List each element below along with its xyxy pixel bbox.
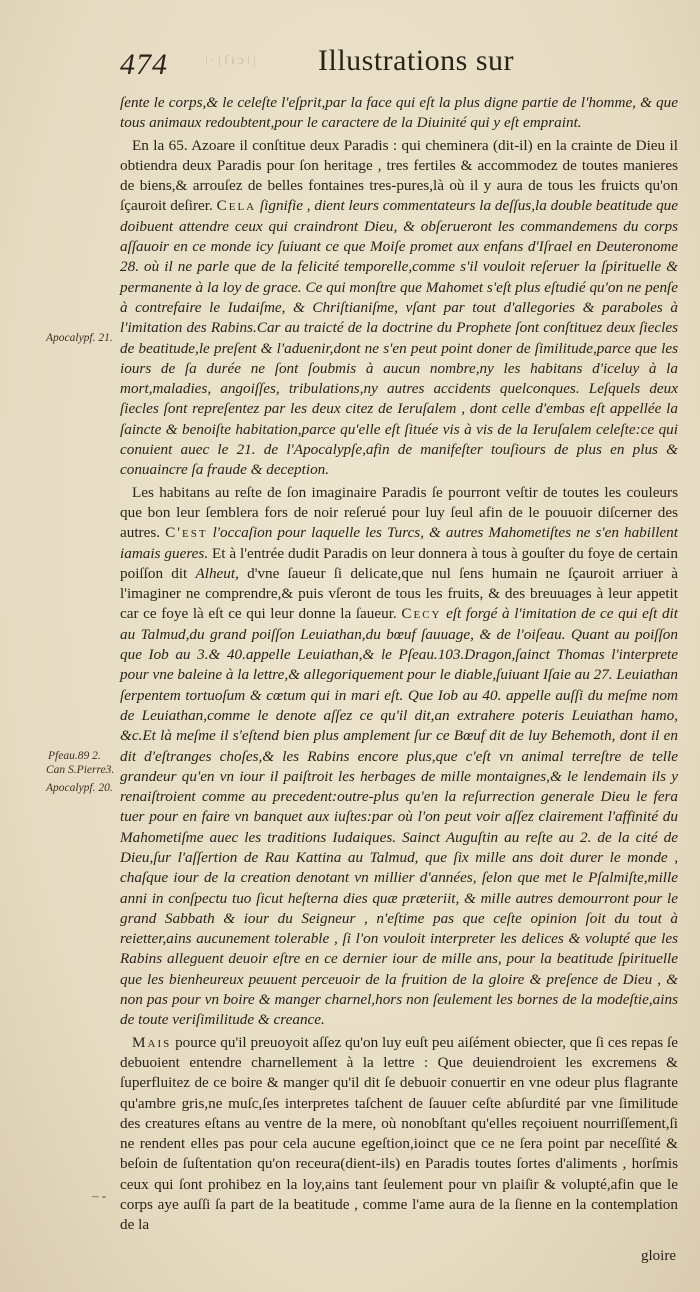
paragraph-mais bbox=[120, 1033, 678, 1236]
running-title: Illustrations sur bbox=[318, 44, 514, 77]
margin-mark: – - bbox=[92, 1188, 107, 1203]
main-text bbox=[120, 93, 678, 1236]
paragraph-text-italic: l'occaſion pour laquelle les Turcs, & autres Mahometiſtes ne s'en habillent iamais gueres. bbox=[120, 524, 678, 562]
paragraph-text: pource qu'il preuoyoit aſſez qu'on luy euſt peu aiſément obiecter, que ſi ces repas ſe debuoient entendre charnellement à la lettre : Que deuiendroient les excremens & ſuperfluitez de ce boire & manger qu'il dit ſe debuoir conuertir en vne odeur plus flagrante qu'ambre gris,ne muſc,ſes interpretes taſchent de ſauuer ceſte abſurdité par vne ſimilitude des creatures eſtans au ventre de la mere, où nonobſtant qu'elles reçoiuent nourriſſement,ſi ne rendent elles pas pour cela aucune egeſtion,ioinct que ce ne ſera point par neceſſité & beſoin de ſuſtentation qu'on receura(dient-ils) en Paradis toutes ſortes d'aliments , horſmis ceux qui ſont prohibez en la loy,ains tant ſeulement pour vn plaiſir & volupté,afin que le corps aye auſſi ſa part de la beatitude , comme l'ame aura de la ſienne en la contemplation de la bbox=[120, 1033, 678, 1234]
paragraph-text: Et à l'entrée dudit Paradis on leur donnera à tous à gouſter du foye de certain poiſſon dit bbox=[120, 544, 678, 582]
paragraph-continued: ſente le corps,& le celeſte l'eſprit,par la face qui eſt la plus digne partie de l'homme, & que tous animaux redoubtent,pour le caractere de la Diuinité qui y eſt empraint. bbox=[120, 94, 678, 132]
bleed-through-marks: ǀ · | ſ ɨ ɔ ǀ | bbox=[205, 52, 256, 67]
paragraph-text-italic: ſignifie , dient leurs commentateurs la deſſus,la double beatitude que doibuent attendre ceux qui craindront Dieu, & obſerueront les commandemens du corps aſſauoir en ce monde icy ſuiuant ce que Moiſe promet aux enfans d'Iſrael en Deuteronome 28. où il ne parle que de la felicité temporelle,comme s'il vouloit reſeruer la ſpirituelle & permanente à la loy de grace. Ce qui monſtre que Mahomet s'eſt plus eſtudié qu'on ne penſe à contrefaire le Iudaiſme, & Chriſtianiſme, vſant par tout d'allegories & paraboles à l'imitation des Rabins.Car au traicté de la doctrine du Prophete ſont conſtituez deux ſiecles de beatitude,le preſent & l'aduenir,dont ne s'en peut point doner de ſimilitude,parce que les iours de ſa durée ne ſont ſoubmis à aucun nombre,ny les habitans d'iceluy à la mort,maladies, angoiſſes, tribulations,ny autres accidents quelconques. Leſquels deux ſiecles ſont repreſentez par les deux citez de Ieruſalem , dont celle d'embas eſt appellée la ſaincte & benoiſte habitation,parce qu'elle eſt ſituée vis à vis de la Ieruſalem celeſte:ce qui conuient auec le 21. de l'Apocalypſe,afin de manifeſter touſiours de plus en plus & conuaincre ſa fraude & deception. bbox=[120, 197, 678, 479]
paragraph-text-italic: eſt forgé à l'imitation de ce qui eſt dit au Talmud,du grand poiſſon Leuiathan,du bœuf ſauuage, & de l'oiſeau. Quant au poiſſon que Iob au 3.& 40.appelle Leuiathan,& le Pſeau.103.Dragon,ſainct Thomas l'interprete pour vne baleine à la lettre,& allegoriquement pour le diable,ſuiuant Iſaie au 27. Leuiathan ſerpentem tortuoſum & cœtum qui in mari eſt. Que Iob au 40. appelle auſſi du meſme nom de Leuiathan,comme le denote aſſez ce qu'il dit,an extrahere poteris Leuiathan hamo, &c.Et là meſme il s'eſtend bien plus amplement ſur ce Bœuf dit de luy Behemoth, dont il en dit d'eſtranges choſes,& les Rabins encore plus,que c'eſt vn animal terreſtre de telle grandeur qu'en vn iour il paiſtroit les herbages de mille montaignes,& le lendemain ils y renaiſtroient comme au precedent:outre-plus qu'en la reſurrection generale Dieu le fera tuer pour en faire vn banquet aux iuſtes:par où l'on peut voir aſſez clairement l'affinité du Mahometiſme auec les traditions Iudaiques. Sainct Auguſtin au reſte au 2. de la cité de Dieu,ſur l'aſſertion de Rau Kattina au Talmud, que ſix mille ans doit durer le monde , chaſque iour de la creation denotant vn millier d'années, ſelon que met le Pſalmiſte,mille anni in conſpectu tuo ſicut heſterna dies quæ præteriit, & mille autres demourront pour le grand Sabbath & iour du Seigneur , n'eſtime pas que ceſte opinion ſoit du tout à reietter,ains aucunement tolerable , ſi l'on vouloit interpreter les delices & volupté que les Rabins alleguent deuoir eſtre en ce dernier iour de mille ans, pour la beatitude ſpirituelle que les bienheureux peuuent perceuoir de la fruition de la gloire & preſence de Dieu , & non pas pour vn boire & manger charnel,hors non ſeulement les bornes de la modeſtie,ains de toute veriſimilitude & creance. bbox=[120, 605, 678, 1029]
paragraph-text-italic: Alheut, bbox=[195, 564, 239, 582]
margin-note-can-s-pierre: Can S.Pierre3. bbox=[46, 764, 115, 776]
paragraph-text: En la 65. Azoare il conſtitue deux Paradis : qui cheminera (dit-il) en la crainte de Dieu il obtiendra deux Paradis pour ſon heritage , tres fertiles & accommodez de toutes manieres de biens,& arrouſez de belles fontaines tres-pures,là où il y aura de tous les fruicts qu'on ſçauroit deſirer. bbox=[120, 136, 678, 215]
small-caps-word: Cecy bbox=[401, 605, 442, 623]
small-caps-word: C'est bbox=[165, 524, 208, 542]
margin-note-pseau-89: Pfeau.89 2. bbox=[48, 750, 101, 762]
small-caps-word: Mais bbox=[132, 1033, 172, 1051]
small-caps-word: Cela bbox=[216, 197, 257, 215]
paragraph-azoare bbox=[120, 136, 678, 481]
paragraph-text: d'vne ſaueur ſi delicate,que nul ſens humain ne ſçauroit arriuer à l'imaginer ne comprendre,& puis vſeront de tous les fruits, & des breuuages à leur appetit car ce foye là eſt ce qui leur donne la ſaueur. bbox=[120, 564, 678, 623]
catchword: gloire bbox=[641, 1248, 676, 1264]
margin-note-apocalypse-21: Apocalypf. 21. bbox=[46, 332, 113, 344]
margin-note-apocalypse-20: Apocalypf. 20. bbox=[46, 782, 113, 794]
paragraph-text: Les habitans au reſte de ſon imaginaire Paradis ſe pourront veſtir de toutes les couleurs que bon leur ſemblera fors de noir reſerué pour luy ſeul afin de le pouuoir diſcerner des autres. bbox=[120, 483, 678, 542]
page-header bbox=[0, 40, 700, 90]
page-number: 474 bbox=[120, 48, 168, 81]
paragraph-habitans bbox=[120, 483, 678, 1031]
